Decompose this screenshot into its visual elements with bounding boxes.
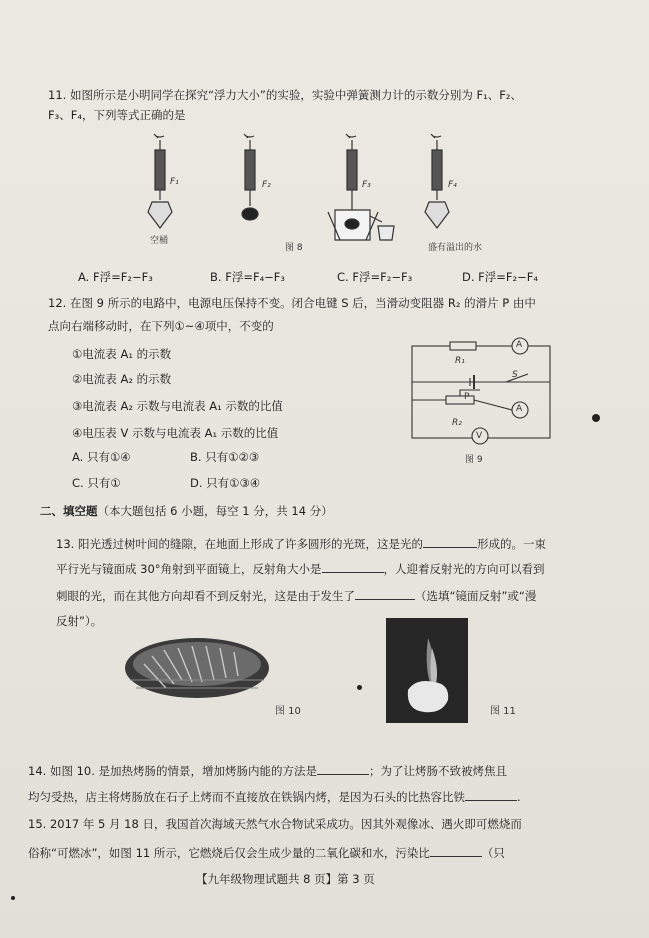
- q13-text-1b: 形成的。一束: [476, 537, 546, 551]
- q11-line1: 11. 如图所示是小明同学在探究“浮力大小”的实验，实验中弹簧测力计的示数分别为 F₁、F₂、: [48, 88, 522, 102]
- q13-blank-1[interactable]: [423, 536, 477, 548]
- q13-line1: [56, 536, 546, 551]
- q13-text-3a: 刺眼的光，而在其他方向却看不到反射光，这是由于发生了: [56, 589, 355, 603]
- q14-line1: [28, 763, 507, 778]
- q14-line2: [28, 789, 521, 804]
- q13-text-1a: 13. 阳光透过树叶间的缝隙，在地面上形成了许多圆形的光斑，这是光的: [56, 537, 423, 551]
- q15-text-2a: 俗称“可燃冰”，如图 11 所示，它燃烧后仅会生成少量的二氧化碳和水，污染比: [28, 846, 430, 860]
- caption-figure-9: 图 9: [465, 455, 483, 465]
- q11-option-d: D. F浮=F₂−F₄: [462, 270, 539, 284]
- q13-text-3b: （选填“镜面反射”或“漫: [415, 589, 537, 603]
- q15-text-2b: （只: [481, 846, 505, 860]
- q12-item-3: ③电流表 A₂ 示数与电流表 A₁ 示数的比值: [72, 399, 283, 413]
- ink-dot: [592, 414, 600, 422]
- label-r1: R₁: [455, 356, 465, 366]
- q12-option-b: B. 只有①②③: [190, 450, 260, 464]
- section-2-description: （本大题包括 6 小题，每空 1 分，共 14 分）: [97, 504, 333, 518]
- label-r2: R₂: [452, 418, 462, 428]
- q12-line1: 12. 在图 9 所示的电路中，电源电压保持不变。闭合电键 S 后，当滑动变阻器 R₂ 的滑片 P 由中: [48, 296, 536, 310]
- page-footer: 【九年级物理试题共 8 页】第 3 页: [196, 872, 375, 886]
- caption-figure-8: 图 8: [285, 243, 303, 253]
- q12-line2: 点向右端移动时，在下列①~④项中，不变的: [48, 319, 274, 333]
- q11-line2: F₃、F₄，下列等式正确的是: [48, 108, 186, 122]
- label-f1: F₁: [170, 177, 179, 187]
- q12-option-c: C. 只有①: [72, 476, 121, 490]
- q14-text-2: 均匀受热，店主将烤肠放在石子上烤而不直接放在铁锅内烤，是因为石头的比热容比铁: [28, 790, 465, 804]
- q15-line2: [28, 845, 505, 860]
- voltmeter-v: V: [476, 431, 483, 441]
- figure-8-spring-scales: [130, 132, 440, 252]
- q12-option-a: A. 只有①④: [72, 450, 131, 464]
- caption-figure-11: 图 11: [490, 706, 516, 717]
- ammeter-a2: A: [516, 404, 523, 414]
- q14-blank-1[interactable]: [317, 763, 369, 775]
- caption-overflow-water: 盛有溢出的水: [428, 243, 483, 253]
- ammeter-a1: A: [516, 340, 523, 350]
- q14-text-1a: 14. 如图 10. 是加热烤肠的情景，增加烤肠内能的方法是: [28, 764, 318, 778]
- q13-blank-2[interactable]: [322, 561, 384, 573]
- q12-item-4: ④电压表 V 示数与电流表 A₁ 示数的比值: [72, 426, 279, 440]
- label-switch-s: S: [512, 370, 518, 380]
- q11-option-b: B. F浮=F₄−F₃: [210, 270, 286, 284]
- q13-blank-3[interactable]: [355, 588, 415, 600]
- q12-item-2: ②电流表 A₂ 的示数: [72, 372, 172, 386]
- section-2-title: 二、填空题: [40, 504, 98, 518]
- ink-speck-corner: [11, 896, 15, 900]
- figure-9-circuit: [410, 336, 555, 446]
- figure-10-photo-roasting-sausages: [122, 628, 272, 704]
- caption-figure-10: 图 10: [275, 706, 301, 717]
- q13-line2: [56, 561, 545, 576]
- label-f4: F₄: [448, 180, 457, 190]
- q13-text-2a: 平行光与镜面成 30°角射到平面镜上，反射角大小是: [56, 562, 322, 576]
- q14-text-1b: ；为了让烤肠不致被烤焦且: [369, 764, 508, 778]
- q12-option-d: D. 只有①③④: [190, 476, 261, 490]
- q13-text-2b: ，人迎着反射光的方向可以看到: [383, 562, 545, 576]
- q13-line3: [56, 588, 536, 603]
- q15-blank-1[interactable]: [430, 845, 482, 857]
- q12-item-1: ①电流表 A₁ 的示数: [72, 347, 172, 361]
- label-f2: F₂: [262, 180, 271, 190]
- q11-option-c: C. F浮=F₂−F₃: [337, 270, 413, 284]
- q14-blank-2[interactable]: [465, 789, 517, 801]
- figure-11-photo-combustible-ice: [386, 618, 468, 723]
- section-2-header: [40, 504, 333, 518]
- caption-empty-bucket: 空桶: [150, 236, 169, 246]
- ink-speck: [357, 685, 362, 690]
- q15-line1: 15. 2017 年 5 月 18 日，我国首次海域天然气水合物试采成功。因其外观像冰、遇火即可燃烧而: [28, 817, 522, 831]
- q14-text-2-end: .: [517, 790, 521, 804]
- q13-line4: 反射”）。: [56, 614, 103, 628]
- q11-option-a: A. F浮=F₂−F₃: [78, 270, 153, 284]
- label-f3: F₃: [362, 180, 371, 190]
- label-slider-p: P: [464, 392, 470, 402]
